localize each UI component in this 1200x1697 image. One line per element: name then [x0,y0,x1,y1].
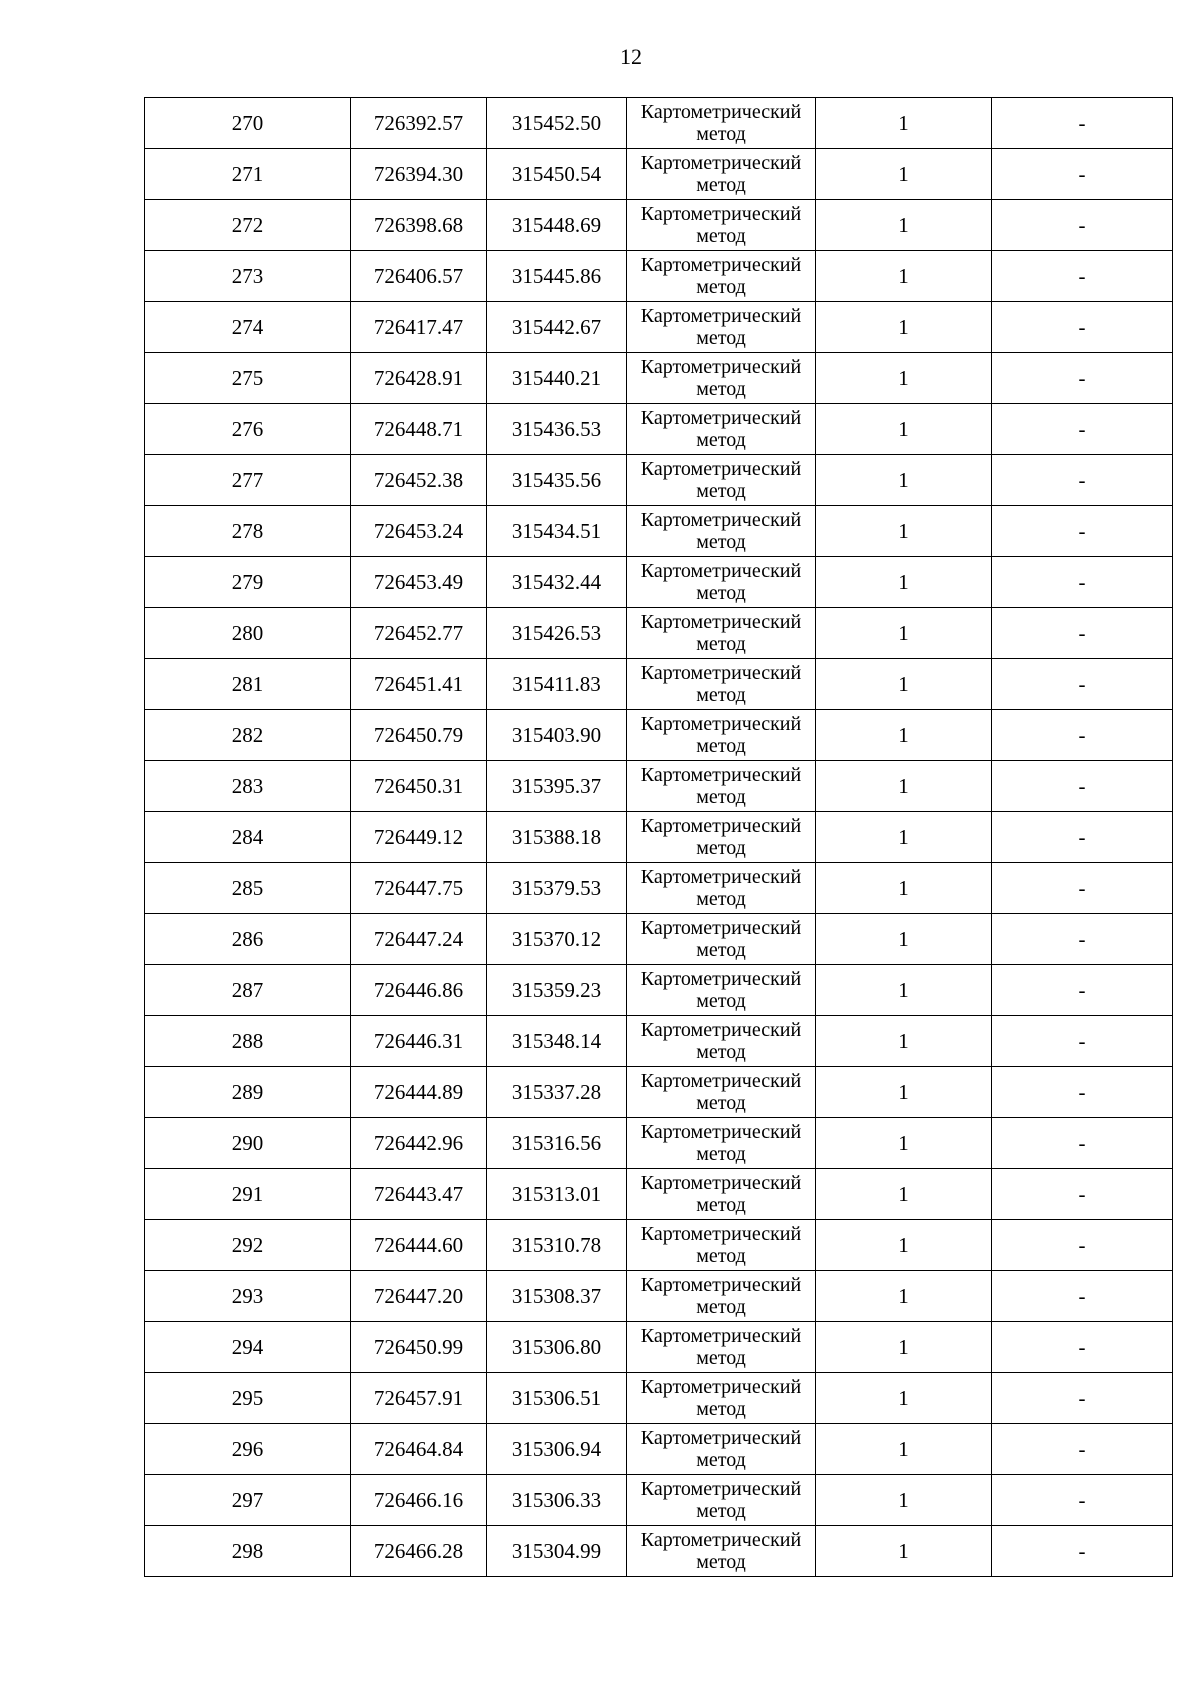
accuracy-cell: 1 [816,1373,992,1424]
point-number-cell: 290 [145,1118,351,1169]
method-cell [627,1424,816,1475]
x-coordinate-cell: 726447.75 [351,863,487,914]
accuracy-cell: 1 [816,302,992,353]
method-label-line1: Картометрический [640,1529,802,1551]
x-coordinate-cell: 726394.30 [351,149,487,200]
point-number-cell: 289 [145,1067,351,1118]
y-coordinate-cell: 315435.56 [487,455,627,506]
method-cell [627,965,816,1016]
accuracy-cell: 1 [816,1475,992,1526]
method-label-line2: метод [696,735,746,757]
y-coordinate-cell: 315306.80 [487,1322,627,1373]
method-label-line1: Картометрический [640,1427,802,1449]
point-number-cell: 287 [145,965,351,1016]
method-label-line1: Картометрический [640,611,802,633]
method-label-line2: метод [696,888,746,910]
method-label-line2: метод [696,1398,746,1420]
method-cell [627,251,816,302]
accuracy-cell: 1 [816,965,992,1016]
point-number-cell: 278 [145,506,351,557]
page-number: 12 [620,44,642,69]
y-coordinate-cell: 315306.51 [487,1373,627,1424]
method-cell [627,98,816,149]
method-label-line1: Картометрический [640,1121,802,1143]
method-label-line1: Картометрический [640,203,802,225]
table-row [145,914,1173,965]
method-label-line2: метод [696,531,746,553]
point-number-cell: 284 [145,812,351,863]
method-cell [627,1475,816,1526]
method-label-line1: Картометрический [640,101,802,123]
note-cell: - [992,455,1173,506]
accuracy-cell: 1 [816,1016,992,1067]
note-cell: - [992,863,1173,914]
note-cell: - [992,812,1173,863]
method-label-line1: Картометрический [640,254,802,276]
y-coordinate-cell: 315440.21 [487,353,627,404]
table-row [145,200,1173,251]
note-cell: - [992,1067,1173,1118]
x-coordinate-cell: 726457.91 [351,1373,487,1424]
y-coordinate-cell: 315348.14 [487,1016,627,1067]
method-label-line1: Картометрический [640,560,802,582]
table-row [145,965,1173,1016]
y-coordinate-cell: 315452.50 [487,98,627,149]
accuracy-cell: 1 [816,149,992,200]
table-row [145,1118,1173,1169]
table-row [145,659,1173,710]
method-label-line2: метод [696,225,746,247]
method-cell [627,1271,816,1322]
method-label-line1: Картометрический [640,509,802,531]
method-label-line1: Картометрический [640,1172,802,1194]
method-cell [627,404,816,455]
accuracy-cell: 1 [816,1118,992,1169]
point-number-cell: 298 [145,1526,351,1577]
method-label-line2: метод [696,786,746,808]
method-cell [627,761,816,812]
method-label-line2: метод [696,429,746,451]
x-coordinate-cell: 726428.91 [351,353,487,404]
method-label-line2: метод [696,1551,746,1573]
table-row [145,302,1173,353]
method-label-line1: Картометрический [640,968,802,990]
x-coordinate-cell: 726446.86 [351,965,487,1016]
y-coordinate-cell: 315450.54 [487,149,627,200]
table-row [145,710,1173,761]
method-label-line2: метод [696,123,746,145]
method-cell [627,557,816,608]
note-cell: - [992,761,1173,812]
point-number-cell: 283 [145,761,351,812]
accuracy-cell: 1 [816,608,992,659]
method-label-line1: Картометрический [640,866,802,888]
method-label-line2: метод [696,939,746,961]
method-label-line2: метод [696,378,746,400]
table-row [145,353,1173,404]
y-coordinate-cell: 315411.83 [487,659,627,710]
note-cell: - [992,1271,1173,1322]
method-label-line2: метод [696,480,746,502]
point-number-cell: 286 [145,914,351,965]
x-coordinate-cell: 726448.71 [351,404,487,455]
method-cell [627,1016,816,1067]
accuracy-cell: 1 [816,98,992,149]
accuracy-cell: 1 [816,761,992,812]
x-coordinate-cell: 726398.68 [351,200,487,251]
method-label-line2: метод [696,837,746,859]
method-cell [627,1373,816,1424]
note-cell: - [992,353,1173,404]
note-cell: - [992,659,1173,710]
x-coordinate-cell: 726450.99 [351,1322,487,1373]
method-label-line1: Картометрический [640,1478,802,1500]
x-coordinate-cell: 726464.84 [351,1424,487,1475]
y-coordinate-cell: 315313.01 [487,1169,627,1220]
table-row [145,1475,1173,1526]
table-row [145,761,1173,812]
note-cell: - [992,1526,1173,1577]
accuracy-cell: 1 [816,200,992,251]
y-coordinate-cell: 315370.12 [487,914,627,965]
method-cell [627,812,816,863]
method-label-line2: метод [696,276,746,298]
accuracy-cell: 1 [816,455,992,506]
x-coordinate-cell: 726444.60 [351,1220,487,1271]
note-cell: - [992,1475,1173,1526]
accuracy-cell: 1 [816,1067,992,1118]
method-label-line2: метод [696,1347,746,1369]
note-cell: - [992,914,1173,965]
x-coordinate-cell: 726451.41 [351,659,487,710]
x-coordinate-cell: 726453.24 [351,506,487,557]
method-cell [627,353,816,404]
table-row [145,863,1173,914]
x-coordinate-cell: 726447.20 [351,1271,487,1322]
method-label-line1: Картометрический [640,1070,802,1092]
x-coordinate-cell: 726417.47 [351,302,487,353]
note-cell: - [992,98,1173,149]
accuracy-cell: 1 [816,353,992,404]
method-cell [627,506,816,557]
method-cell [627,1169,816,1220]
method-label-line2: метод [696,684,746,706]
table-row [145,557,1173,608]
method-label-line1: Картометрический [640,1274,802,1296]
method-label-line1: Картометрический [640,407,802,429]
point-number-cell: 279 [145,557,351,608]
point-number-cell: 272 [145,200,351,251]
table-row [145,506,1173,557]
point-number-cell: 296 [145,1424,351,1475]
method-label-line1: Картометрический [640,356,802,378]
y-coordinate-cell: 315432.44 [487,557,627,608]
method-label-line1: Картометрический [640,815,802,837]
note-cell: - [992,710,1173,761]
table-row [145,1424,1173,1475]
accuracy-cell: 1 [816,659,992,710]
accuracy-cell: 1 [816,1322,992,1373]
point-number-cell: 270 [145,98,351,149]
table-row [145,1373,1173,1424]
accuracy-cell: 1 [816,404,992,455]
note-cell: - [992,149,1173,200]
accuracy-cell: 1 [816,812,992,863]
point-number-cell: 282 [145,710,351,761]
point-number-cell: 271 [145,149,351,200]
table-row [145,404,1173,455]
y-coordinate-cell: 315308.37 [487,1271,627,1322]
note-cell: - [992,1169,1173,1220]
accuracy-cell: 1 [816,1271,992,1322]
note-cell: - [992,608,1173,659]
point-number-cell: 273 [145,251,351,302]
point-number-cell: 274 [145,302,351,353]
note-cell: - [992,1118,1173,1169]
point-number-cell: 277 [145,455,351,506]
point-number-cell: 288 [145,1016,351,1067]
point-number-cell: 292 [145,1220,351,1271]
method-label-line2: метод [696,327,746,349]
table-row [145,1067,1173,1118]
y-coordinate-cell: 315310.78 [487,1220,627,1271]
x-coordinate-cell: 726392.57 [351,98,487,149]
accuracy-cell: 1 [816,1220,992,1271]
method-label-line2: метод [696,1449,746,1471]
accuracy-cell: 1 [816,1169,992,1220]
y-coordinate-cell: 315359.23 [487,965,627,1016]
x-coordinate-cell: 726443.47 [351,1169,487,1220]
x-coordinate-cell: 726450.79 [351,710,487,761]
y-coordinate-cell: 315337.28 [487,1067,627,1118]
method-label-line2: метод [696,1296,746,1318]
table-row [145,1169,1173,1220]
method-label-line1: Картометрический [640,917,802,939]
y-coordinate-cell: 315426.53 [487,608,627,659]
y-coordinate-cell: 315434.51 [487,506,627,557]
note-cell: - [992,1373,1173,1424]
x-coordinate-cell: 726444.89 [351,1067,487,1118]
y-coordinate-cell: 315306.33 [487,1475,627,1526]
table-row [145,251,1173,302]
y-coordinate-cell: 315448.69 [487,200,627,251]
note-cell: - [992,1322,1173,1373]
accuracy-cell: 1 [816,506,992,557]
method-label-line2: метод [696,990,746,1012]
table-row [145,608,1173,659]
method-label-line1: Картометрический [640,152,802,174]
table-row [145,1016,1173,1067]
method-label-line1: Картометрический [640,764,802,786]
method-label-line2: метод [696,174,746,196]
method-label-line2: метод [696,1092,746,1114]
method-cell [627,302,816,353]
table-row [145,149,1173,200]
point-number-cell: 297 [145,1475,351,1526]
point-number-cell: 276 [145,404,351,455]
method-label-line1: Картометрический [640,1223,802,1245]
accuracy-cell: 1 [816,710,992,761]
note-cell: - [992,404,1173,455]
method-cell [627,200,816,251]
method-cell [627,608,816,659]
method-cell [627,149,816,200]
method-label-line2: метод [696,582,746,604]
method-label-line1: Картометрический [640,305,802,327]
accuracy-cell: 1 [816,251,992,302]
point-number-cell: 293 [145,1271,351,1322]
x-coordinate-cell: 726466.28 [351,1526,487,1577]
method-cell [627,1220,816,1271]
x-coordinate-cell: 726453.49 [351,557,487,608]
accuracy-cell: 1 [816,1424,992,1475]
method-label-line1: Картометрический [640,662,802,684]
y-coordinate-cell: 315436.53 [487,404,627,455]
point-number-cell: 275 [145,353,351,404]
method-label-line2: метод [696,1194,746,1216]
table-row [145,1271,1173,1322]
y-coordinate-cell: 315306.94 [487,1424,627,1475]
point-number-cell: 285 [145,863,351,914]
table-row [145,1220,1173,1271]
method-label-line1: Картометрический [640,713,802,735]
method-cell [627,659,816,710]
x-coordinate-cell: 726452.77 [351,608,487,659]
method-cell [627,710,816,761]
x-coordinate-cell: 726449.12 [351,812,487,863]
table-row [145,812,1173,863]
table-body [145,98,1173,1577]
x-coordinate-cell: 726450.31 [351,761,487,812]
y-coordinate-cell: 315316.56 [487,1118,627,1169]
x-coordinate-cell: 726447.24 [351,914,487,965]
y-coordinate-cell: 315395.37 [487,761,627,812]
method-label-line2: метод [696,1041,746,1063]
y-coordinate-cell: 315403.90 [487,710,627,761]
note-cell: - [992,200,1173,251]
method-label-line2: метод [696,1143,746,1165]
x-coordinate-cell: 726406.57 [351,251,487,302]
method-cell [627,1118,816,1169]
method-cell [627,1322,816,1373]
point-number-cell: 294 [145,1322,351,1373]
method-label-line1: Картометрический [640,1325,802,1347]
accuracy-cell: 1 [816,1526,992,1577]
note-cell: - [992,1220,1173,1271]
note-cell: - [992,1424,1173,1475]
method-cell [627,1526,816,1577]
x-coordinate-cell: 726466.16 [351,1475,487,1526]
y-coordinate-cell: 315445.86 [487,251,627,302]
method-label-line2: метод [696,1500,746,1522]
point-number-cell: 280 [145,608,351,659]
accuracy-cell: 1 [816,914,992,965]
note-cell: - [992,1016,1173,1067]
y-coordinate-cell: 315442.67 [487,302,627,353]
table-row [145,98,1173,149]
note-cell: - [992,965,1173,1016]
method-label-line1: Картометрический [640,458,802,480]
point-number-cell: 291 [145,1169,351,1220]
table-row [145,455,1173,506]
method-cell [627,914,816,965]
y-coordinate-cell: 315379.53 [487,863,627,914]
note-cell: - [992,557,1173,608]
method-label-line1: Картометрический [640,1019,802,1041]
table-row [145,1322,1173,1373]
y-coordinate-cell: 315388.18 [487,812,627,863]
coordinates-table [144,97,1173,1577]
note-cell: - [992,251,1173,302]
point-number-cell: 281 [145,659,351,710]
note-cell: - [992,506,1173,557]
method-label-line2: метод [696,633,746,655]
x-coordinate-cell: 726442.96 [351,1118,487,1169]
method-label-line2: метод [696,1245,746,1267]
note-cell: - [992,302,1173,353]
table-row [145,1526,1173,1577]
method-cell [627,863,816,914]
y-coordinate-cell: 315304.99 [487,1526,627,1577]
x-coordinate-cell: 726452.38 [351,455,487,506]
method-label-line1: Картометрический [640,1376,802,1398]
accuracy-cell: 1 [816,557,992,608]
accuracy-cell: 1 [816,863,992,914]
point-number-cell: 295 [145,1373,351,1424]
method-cell [627,455,816,506]
method-cell [627,1067,816,1118]
x-coordinate-cell: 726446.31 [351,1016,487,1067]
